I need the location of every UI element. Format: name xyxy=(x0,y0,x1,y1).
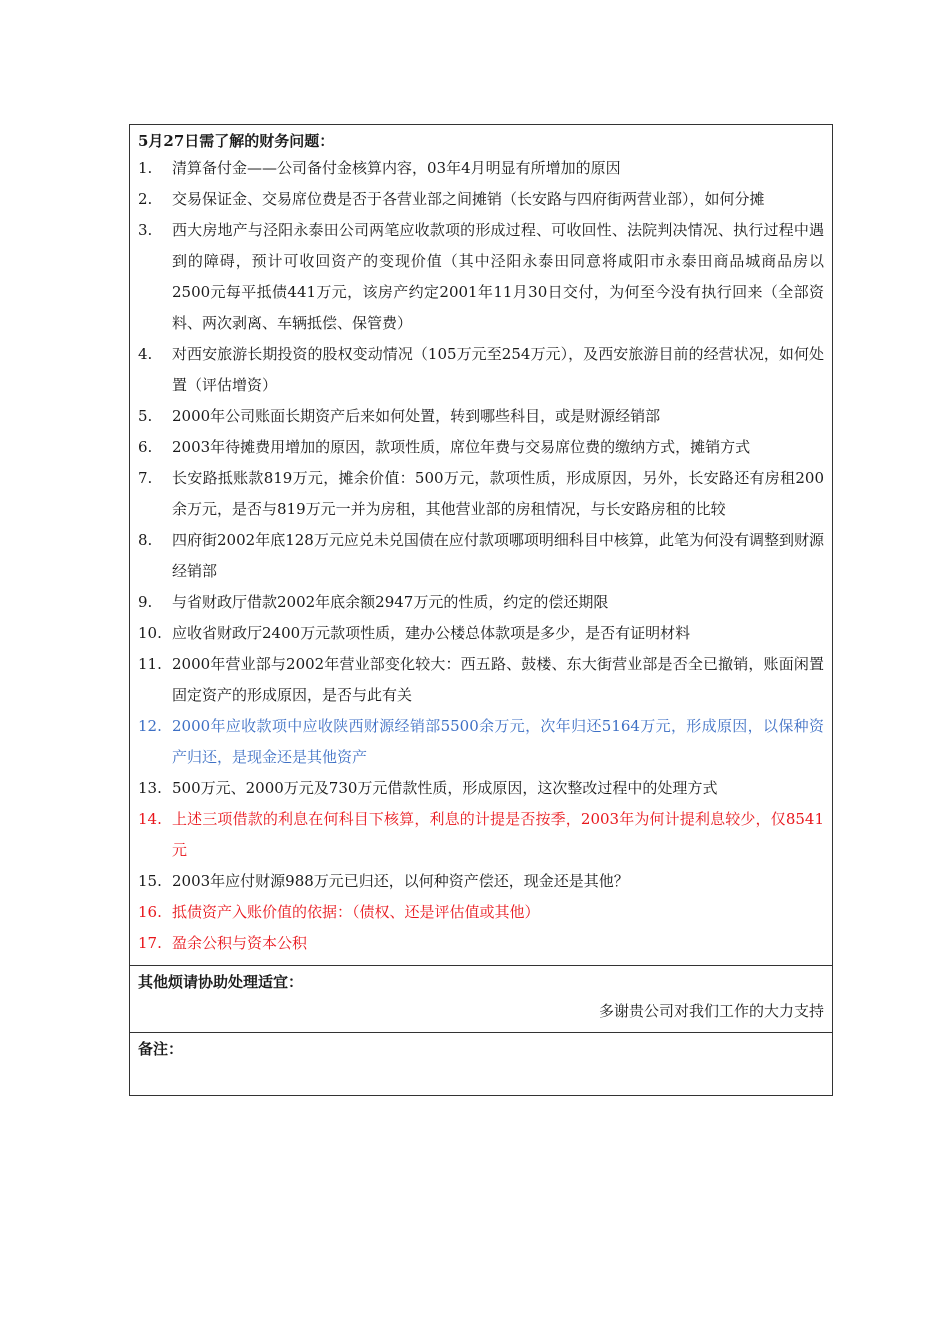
question-text: 清算备付金——公司备付金核算内容，03年4月明显有所增加的原因 xyxy=(172,159,621,177)
question-number: 4. xyxy=(138,345,153,363)
question-item xyxy=(138,773,824,804)
question-number: 1. xyxy=(138,159,153,177)
question-number: 5. xyxy=(138,407,153,425)
question-item xyxy=(138,804,824,866)
question-text: 上述三项借款的利息在何科目下核算，利息的计提是否按季，2003年为何计提利息较少，仅8541元 xyxy=(172,810,824,859)
question-number: 11. xyxy=(138,655,162,673)
question-number: 17. xyxy=(138,934,162,952)
question-item xyxy=(138,928,824,959)
question-number: 16. xyxy=(138,903,162,921)
question-item xyxy=(138,525,824,587)
question-item xyxy=(138,711,824,773)
question-item xyxy=(138,339,824,401)
question-number: 7. xyxy=(138,469,153,487)
question-text: 抵债资产入账价值的依据：（债权、还是评估值或其他） xyxy=(172,903,540,921)
question-text: 与省财政厅借款2002年底余额2947万元的性质，约定的偿还期限 xyxy=(172,593,609,611)
question-item xyxy=(138,587,824,618)
question-number: 15. xyxy=(138,872,162,890)
question-text: 2003年待摊费用增加的原因，款项性质，席位年费与交易席位费的缴纳方式，摊销方式 xyxy=(172,438,751,456)
question-text: 2000年应收款项中应收陕西财源经销部5500余万元，次年归还5164万元，形成原因，以保种资产归还，是现金还是其他资产 xyxy=(172,717,824,766)
question-item xyxy=(138,184,824,215)
question-text: 应收省财政厅2400万元款项性质，建办公楼总体款项是多少，是否有证明材料 xyxy=(172,624,691,642)
question-number: 3. xyxy=(138,221,153,239)
question-item xyxy=(138,897,824,928)
questions-heading: 5月27日需了解的财务问题： xyxy=(138,132,335,150)
question-text: 盈余公积与资本公积 xyxy=(172,934,308,952)
question-text: 长安路抵账款819万元，摊余价值：500万元，款项性质，形成原因，另外，长安路还有房租200余万元，是否与819万元一并为房租，其他营业部的房租情况，与长安路房租的比较 xyxy=(172,469,824,518)
question-number: 2. xyxy=(138,190,153,208)
question-number: 10. xyxy=(138,624,162,642)
thanks-line: 多谢贵公司对我们工作的大力支持 xyxy=(598,1002,824,1020)
questions-section xyxy=(130,125,832,966)
question-item xyxy=(138,401,824,432)
question-text: 2003年应付财源988万元已归还，以何种资产偿还，现金还是其他？ xyxy=(172,872,629,890)
question-text: 2000年营业部与2002年营业部变化较大：西五路、鼓楼、东大街营业部是否全已撤销，账面闲置固定资产的形成原因，是否与此有关 xyxy=(172,655,824,704)
question-item xyxy=(138,463,824,525)
question-number: 12. xyxy=(138,717,162,735)
assist-section xyxy=(130,966,832,1033)
document-table xyxy=(129,124,833,1096)
question-item xyxy=(138,618,824,649)
question-text: 交易保证金、交易席位费是否于各营业部之间摊销（长安路与四府街两营业部），如何分摊 xyxy=(172,190,765,208)
question-text: 500万元、2000万元及730万元借款性质，形成原因，这次整改过程中的处理方式 xyxy=(172,779,718,797)
notes-section xyxy=(130,1033,832,1095)
question-text: 2000年公司账面长期资产后来如何处置，转到哪些科目，或是财源经销部 xyxy=(172,407,661,425)
question-number: 8. xyxy=(138,531,153,549)
question-item xyxy=(138,432,824,463)
question-item xyxy=(138,215,824,339)
notes-heading: 备注： xyxy=(138,1040,184,1058)
question-item xyxy=(138,866,824,897)
question-text: 西大房地产与泾阳永泰田公司两笔应收款项的形成过程、可收回性、法院判决情况、执行过程中遇到的障碍，预计可收回资产的变现价值（其中泾阳永泰田同意将咸阳市永泰田商品城商品房以2500元每平抵债441万元，该房产约定2001年11月30日交付，为何至今没有执行回来（全部资料、两次剥离、车辆抵偿、保管费） xyxy=(172,221,824,332)
question-text: 四府街2002年底128万元应兑未兑国债在应付款项哪项明细科目中核算，此笔为何没有调整到财源经销部 xyxy=(172,531,824,580)
question-item xyxy=(138,153,824,184)
question-item xyxy=(138,649,824,711)
question-number: 13. xyxy=(138,779,162,797)
question-number: 14. xyxy=(138,810,162,828)
assist-heading: 其他烦请协助处理适宜： xyxy=(138,973,304,991)
question-number: 9. xyxy=(138,593,153,611)
question-number: 6. xyxy=(138,438,153,456)
question-list xyxy=(138,153,824,959)
question-text: 对西安旅游长期投资的股权变动情况（105万元至254万元），及西安旅游目前的经营状况，如何处置（评估增资） xyxy=(172,345,824,394)
